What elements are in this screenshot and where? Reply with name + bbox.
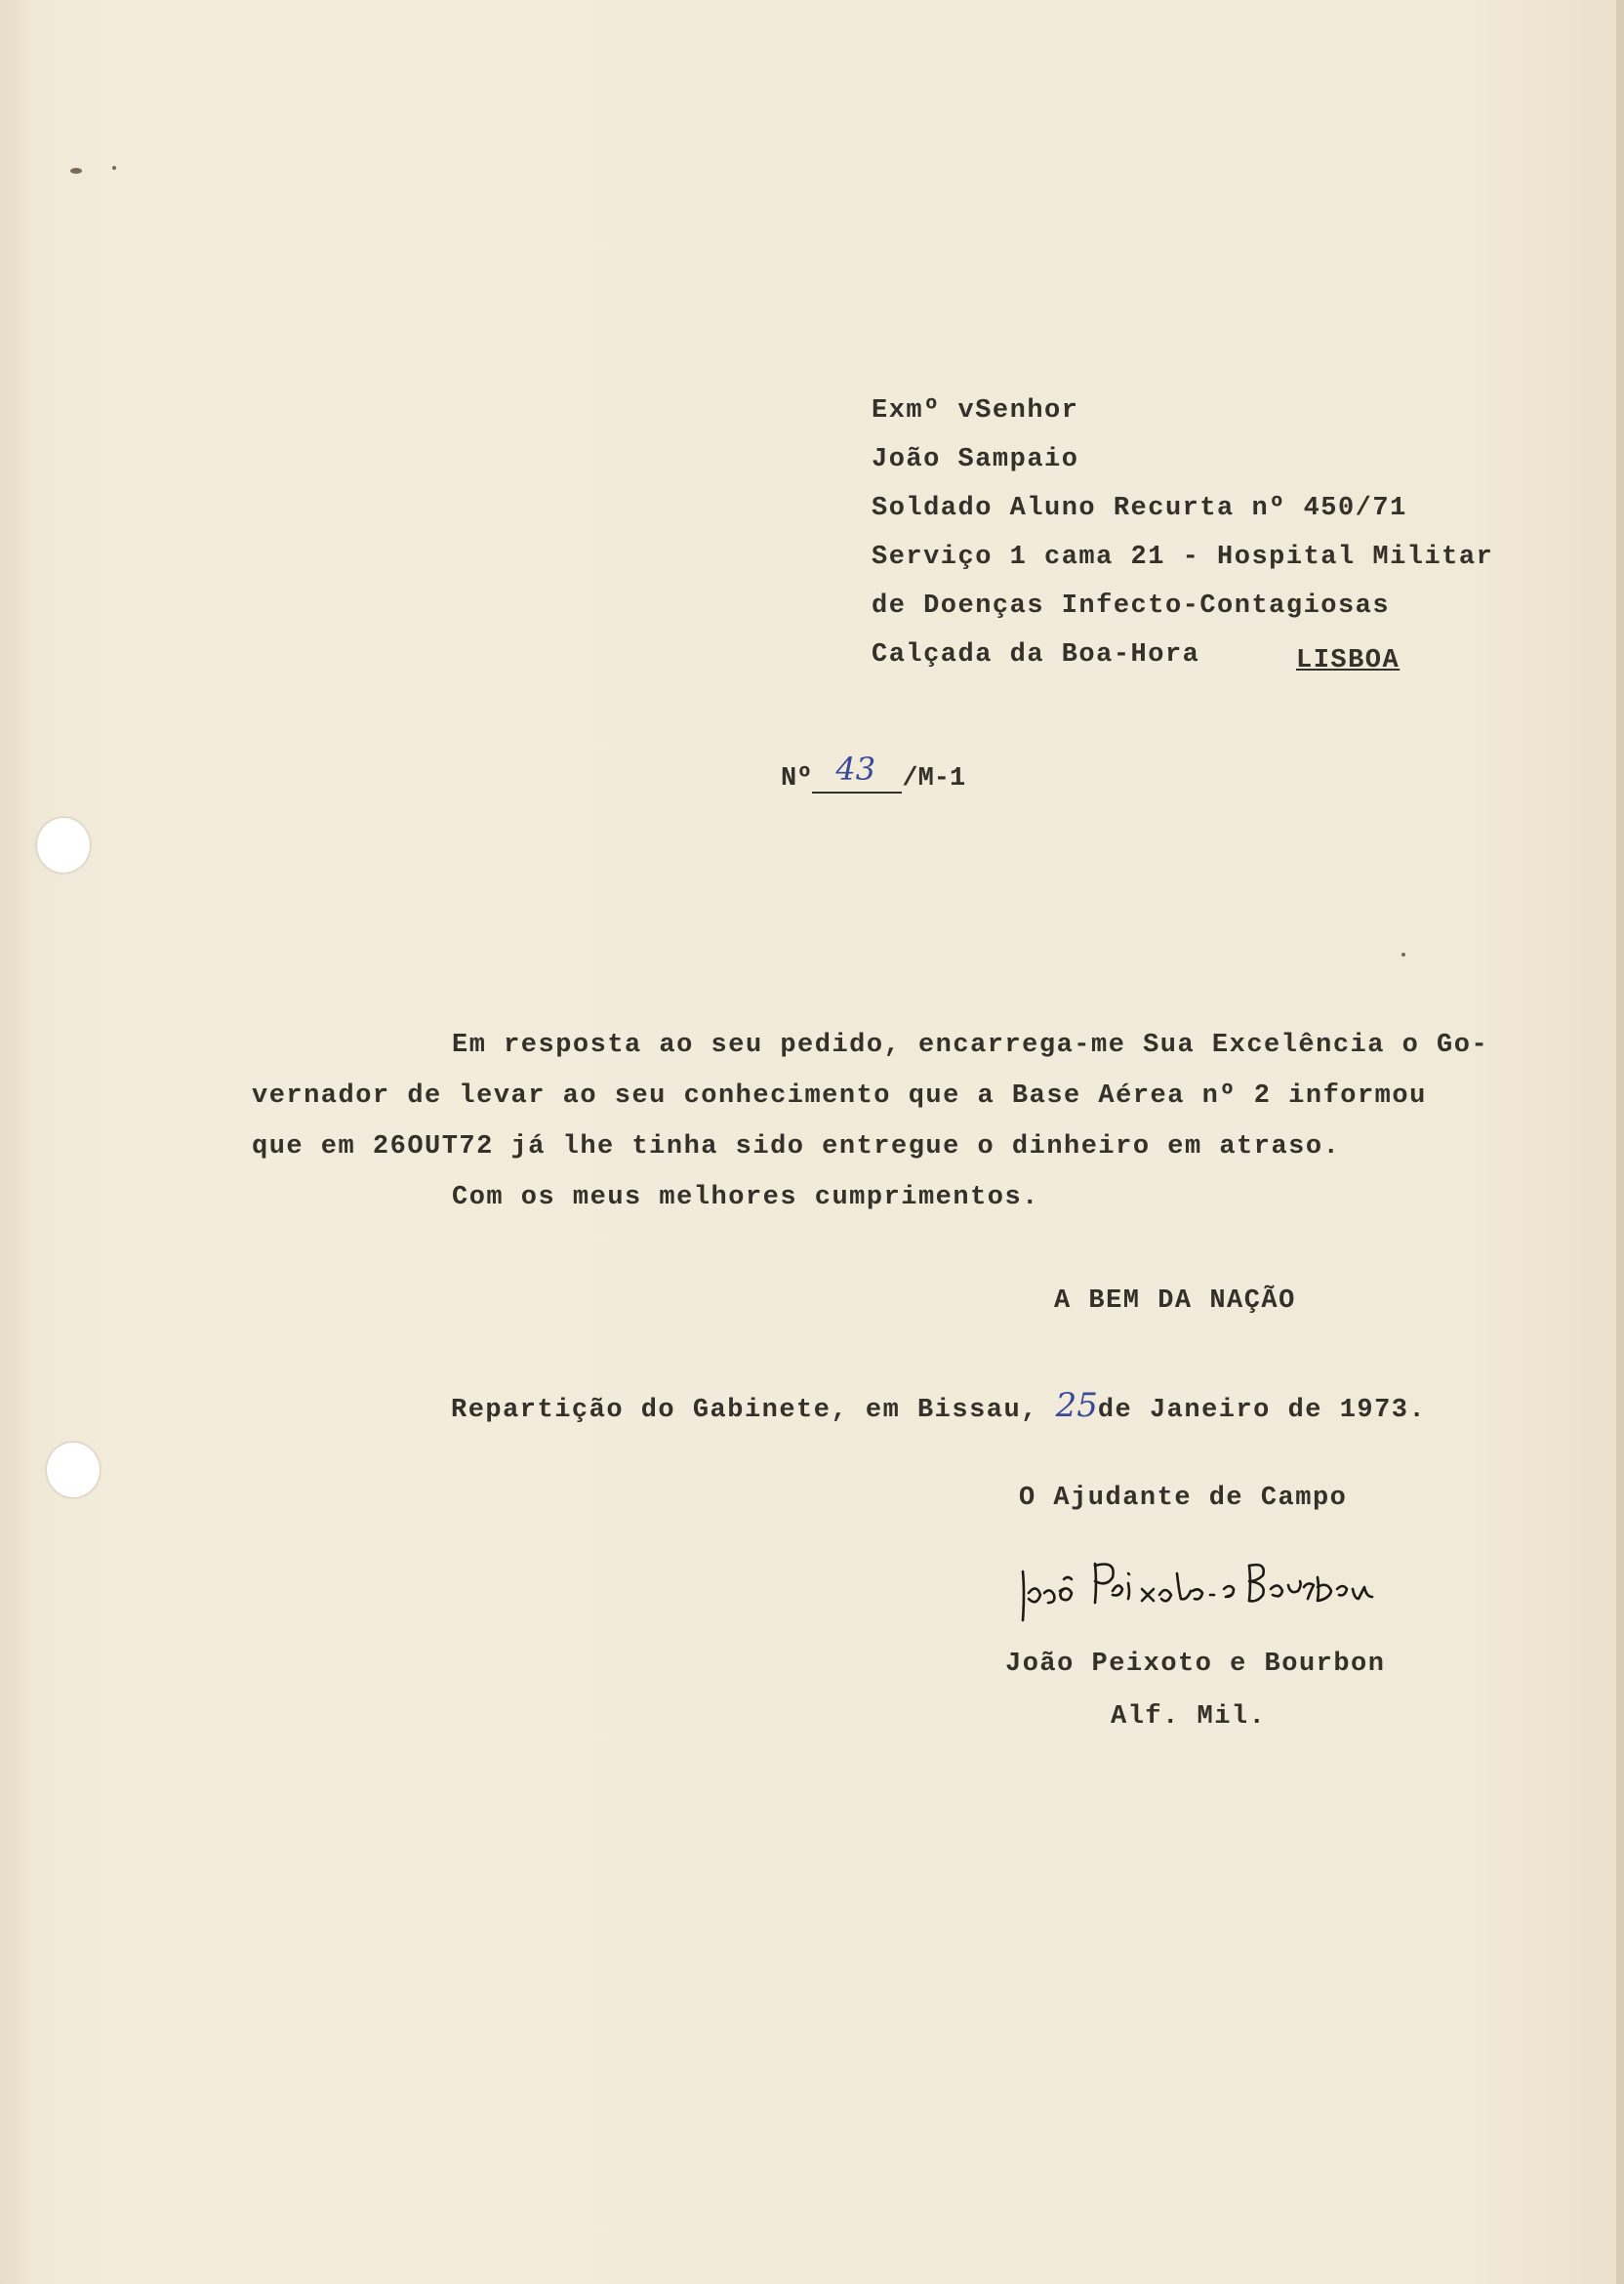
dateline-month-year: de Janeiro de 1973. — [1097, 1396, 1427, 1425]
body-line: Em resposta ao seu pedido, encarrega-me Sua Excelência o Go- — [452, 1031, 1489, 1060]
reference-handwritten-number: 43 — [835, 751, 876, 788]
address-line: de Doenças Infecto-Contagiosas — [872, 591, 1391, 621]
letter-body — [252, 1021, 1488, 1224]
address-line: Serviço 1 cama 21 - Hospital Militar — [872, 543, 1494, 572]
reference-number — [781, 751, 966, 794]
address-city: LISBOA — [1296, 646, 1401, 675]
punch-hole-top — [37, 818, 90, 873]
signer-rank: Alf. Mil. — [1111, 1702, 1267, 1732]
dateline-handwritten-day: 25 — [1055, 1386, 1098, 1425]
page-edge — [1616, 0, 1624, 2284]
reference-suffix: /M-1 — [902, 764, 966, 794]
body-line: Com os meus melhores cumprimentos. — [452, 1183, 1039, 1212]
signer-name: João Peixoto e Bourbon — [1005, 1650, 1386, 1679]
paper-speck — [1401, 953, 1405, 957]
address-line: Calçada da Boa-Hora — [872, 640, 1200, 670]
paper-speck — [70, 168, 82, 174]
body-line: que em 26OUT72 já lhe tinha sido entregue o dinheiro em atraso. — [252, 1132, 1341, 1162]
address-line: Exmº vSenhor — [872, 396, 1079, 426]
punch-hole-bottom — [47, 1443, 100, 1497]
dateline-place: Repartição do Gabinete, em Bissau, — [451, 1396, 1056, 1425]
address-line: João Sampaio — [872, 445, 1079, 474]
signer-title: O Ajudante de Campo — [1019, 1484, 1348, 1513]
dateline — [451, 1386, 1426, 1425]
handwritten-signature — [1011, 1544, 1382, 1632]
recipient-address — [872, 387, 1493, 679]
paper-speck — [112, 166, 116, 170]
closing-salutation: A BEM DA NAÇÃO — [1054, 1286, 1296, 1316]
body-line: vernador de levar ao seu conhecimento que a Base Aérea nº 2 informou — [252, 1081, 1427, 1111]
reference-blank — [812, 751, 902, 794]
reference-prefix: Nº — [781, 764, 813, 794]
address-line: Soldado Aluno Recurta nº 450/71 — [872, 494, 1407, 523]
